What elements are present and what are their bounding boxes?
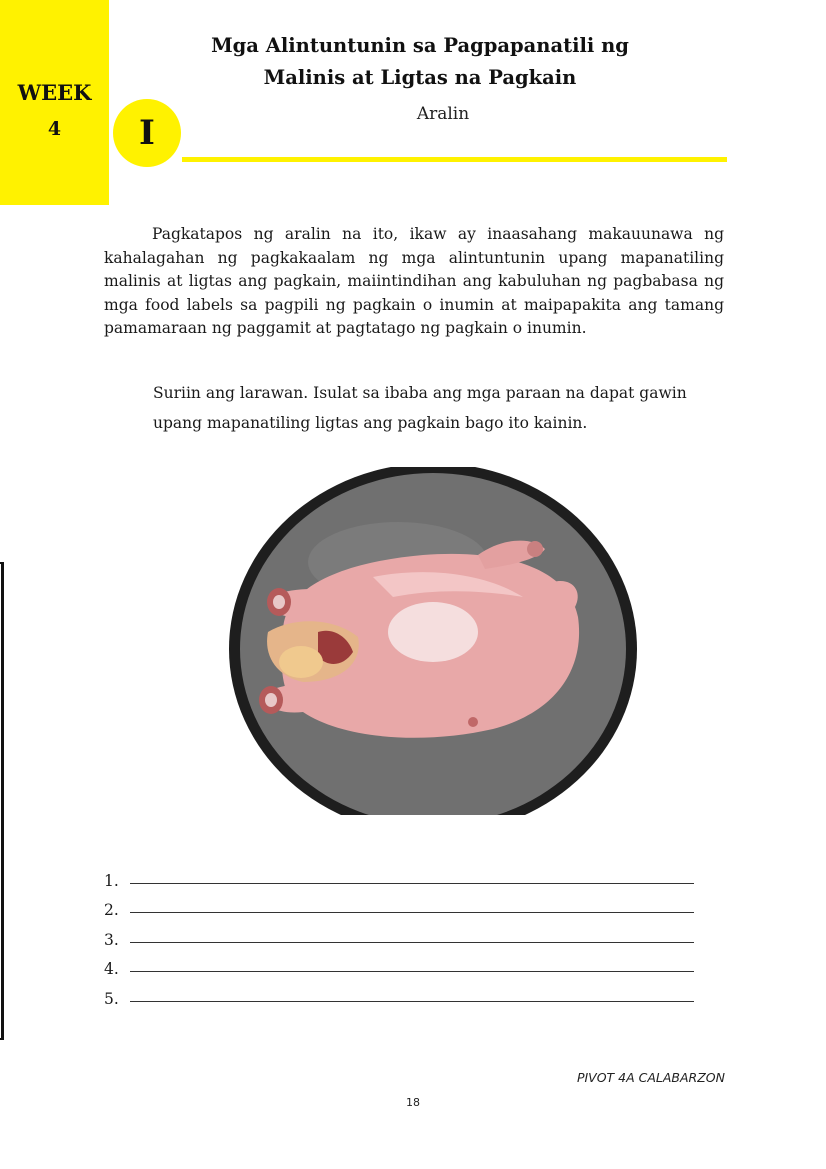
answer-blank-line[interactable] [130,956,694,972]
answer-blank-line[interactable] [130,986,694,1002]
answer-item [104,919,694,949]
week-label: WEEK [17,80,92,105]
intro-paragraph: Pagkatapos ng aralin na ito, ikaw ay inaasahang makauunawa ng kahalagahan ng pagkakaalam ng mga alintuntunin upang mapanatiling malinis at ligtas ang pagkain, maiintindihan ang kabuluhan ng pagbabasa ng mga food labels sa pagpili ng pagkain o inumin at maipapakita ang tamang pamamaraan ng paggamit at pagtatago ng pagkain o inumin. [104,225,724,337]
page-edge-bracket [0,562,4,1040]
answer-number: 5. [104,989,119,1008]
answer-blank-line[interactable] [130,927,694,943]
section-letter-badge: I [113,99,181,167]
page-number: 18 [406,1096,420,1109]
week-number: 4 [47,118,62,140]
publisher-footer: PIVOT 4A CALABARZON [576,1070,725,1085]
week-badge [0,0,109,205]
answer-item [104,978,694,1008]
answer-item [104,860,694,890]
answer-list [104,860,694,1008]
raw-chicken-photo [223,467,643,815]
answer-number: 3. [104,930,119,949]
page-subtitle: Aralin [416,104,470,124]
answer-blank-line[interactable] [130,897,694,913]
instruction-text: Suriin ang larawan. Isulat sa ibaba ang mga paraan na dapat gawin upang mapanatiling ligtas ang pagkain bago ito kainin. [153,384,687,432]
answer-number: 2. [104,901,119,919]
title-line-2: Malinis at Ligtas na Pagkain [263,66,577,89]
page-title [160,30,680,94]
answer-blank-line[interactable] [130,868,694,884]
answer-item [104,949,694,979]
answer-item [104,890,694,920]
answer-number: 1. [104,871,119,890]
title-line-1: Mga Alintuntunin sa Pagpapanatili ng [211,34,629,57]
answer-number: 4. [104,960,119,978]
header-divider [182,157,727,162]
